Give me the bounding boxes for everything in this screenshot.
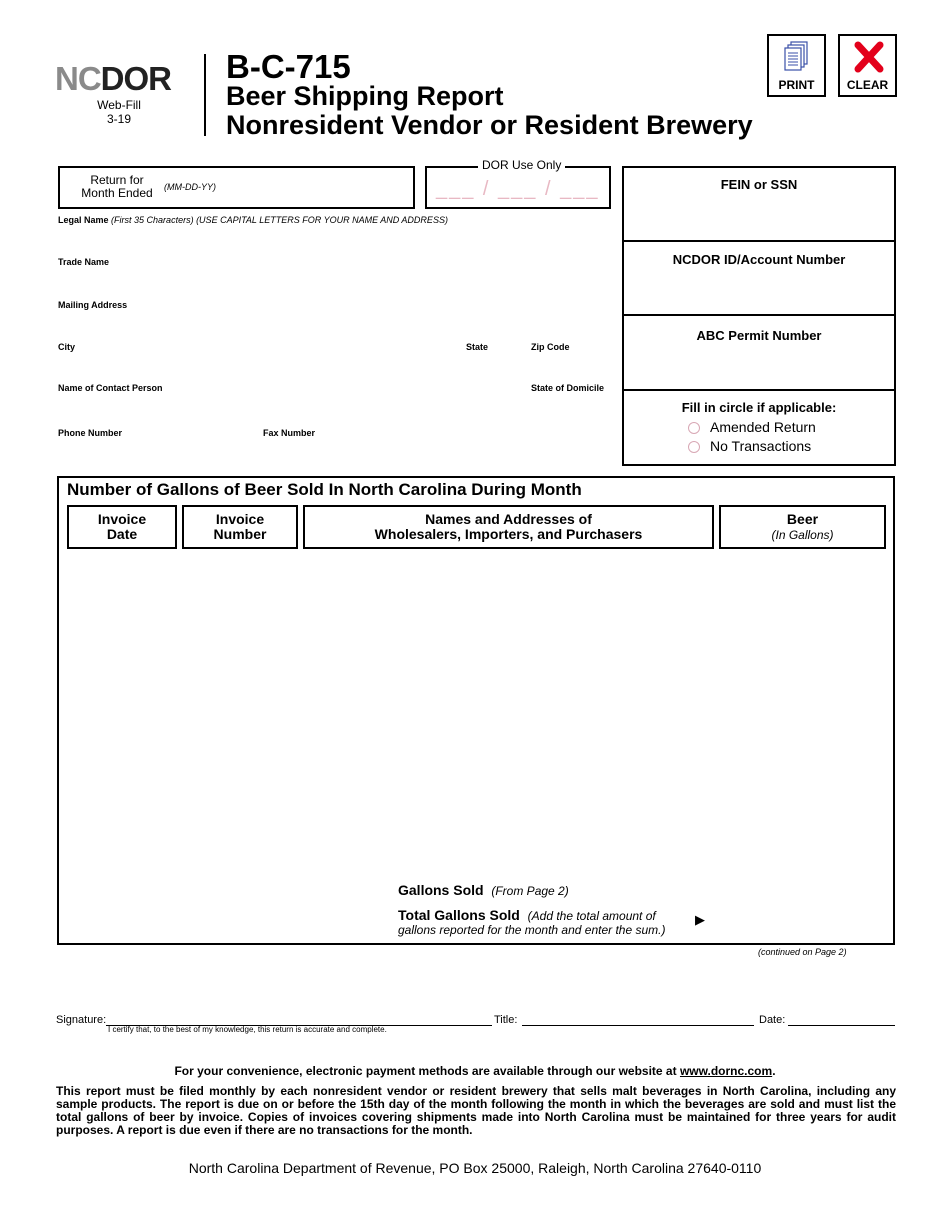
- dor-address: North Carolina Department of Revenue, PO Box 25000, Raleigh, North Carolina 27640-0110: [188, 1160, 762, 1176]
- abc-permit-field[interactable]: [622, 314, 896, 391]
- trade-name-label: Trade Name: [58, 257, 110, 267]
- return-month-label: Return for Month Ended: [81, 173, 153, 200]
- continued-note: (continued on Page 2): [758, 947, 847, 957]
- abc-permit-label: ABC Permit Number: [696, 328, 822, 343]
- title-label: Title:: [494, 1014, 518, 1026]
- total-gallons-label: Total Gallons Sold (Add the total amount of: [398, 907, 656, 923]
- date-format-hint: (MM-DD-YY): [164, 182, 216, 192]
- no-transactions-radio[interactable]: [688, 441, 700, 453]
- filing-instructions: This report must be filed monthly by each nonresident vendor or resident brewery that sells malt beverages in North Carolina, including any sample products. The report is due on or before the 15th day of the month following the month in which the beverages are sold and must list the total gallons of beer by invoice. Copies of invoices covering shipments made into North Carolina must be maintained for three years for audit purposes. A report is due even if there are no transactions for the month.: [56, 1084, 896, 1137]
- amended-return-label: Amended Return: [710, 419, 816, 435]
- city-label: City: [58, 342, 76, 352]
- website-link[interactable]: www.dornc.com: [679, 1064, 773, 1078]
- form-title-line1: Beer Shipping Report: [226, 81, 504, 111]
- signature-label: Signature:: [56, 1014, 107, 1026]
- clear-x-icon: [854, 41, 884, 73]
- title-line[interactable]: [522, 1025, 754, 1026]
- dor-date-placeholder: ___ / ___ / ___: [436, 178, 600, 200]
- form-number: B-C-715: [226, 48, 351, 85]
- zip-code-label: Zip Code: [531, 342, 570, 352]
- fill-circle-label: Fill in circle if applicable:: [681, 400, 837, 415]
- contact-person-label: Name of Contact Person: [58, 383, 163, 393]
- fein-field[interactable]: [622, 166, 896, 242]
- legal-name-label: Legal Name (First 35 Characters) (USE CAPITAL LETTERS FOR YOUR NAME AND ADDRESS): [58, 215, 448, 225]
- amended-return-radio[interactable]: [688, 422, 700, 434]
- mailing-address-label: Mailing Address: [58, 300, 128, 310]
- form-title-line2: Nonresident Vendor or Resident Brewery: [226, 110, 753, 140]
- no-transactions-label: No Transactions: [710, 438, 812, 454]
- names-addresses-header: Names and Addresses of Wholesalers, Importers, and Purchasers: [303, 505, 714, 549]
- invoice-date-header: Invoice Date: [67, 505, 177, 549]
- phone-number-label: Phone Number: [58, 428, 123, 438]
- header-divider: [204, 54, 206, 136]
- certify-statement: I certify that, to the best of my knowledge, this return is accurate and complete.: [108, 1025, 387, 1034]
- ncdor-id-label: NCDOR ID/Account Number: [672, 252, 846, 267]
- invoice-number-header: Invoice Number: [182, 505, 298, 549]
- state-label: State: [466, 342, 489, 352]
- table-title: Number of Gallons of Beer Sold In North Carolina During Month: [67, 480, 582, 499]
- dor-use-only-label: DOR Use Only: [478, 158, 565, 172]
- print-icon: [783, 41, 811, 75]
- ncdor-logo: NCDOR: [55, 60, 172, 97]
- ncdor-id-field[interactable]: [622, 240, 896, 316]
- gallons-sold-label: Gallons Sold (From Page 2): [398, 882, 569, 898]
- date-label: Date:: [759, 1014, 786, 1026]
- print-label: PRINT: [778, 78, 815, 92]
- state-of-domicile-label: State of Domicile: [531, 383, 605, 393]
- clear-button[interactable]: [838, 34, 897, 97]
- total-gallons-note: gallons reported for the month and enter the sum.): [398, 923, 666, 937]
- web-fill-version: Web-Fill 3-19: [97, 98, 141, 126]
- beer-gallons-header: Beer (In Gallons): [719, 505, 886, 549]
- arrow-right-icon: ▶: [695, 912, 705, 927]
- date-line[interactable]: [788, 1025, 895, 1026]
- clear-label: CLEAR: [846, 78, 889, 92]
- fax-number-label: Fax Number: [263, 428, 316, 438]
- payment-note: For your convenience, electronic payment methods are available through our website at www.dornc.com.: [174, 1064, 776, 1078]
- print-button[interactable]: [767, 34, 826, 97]
- fein-label: FEIN or SSN: [720, 177, 798, 192]
